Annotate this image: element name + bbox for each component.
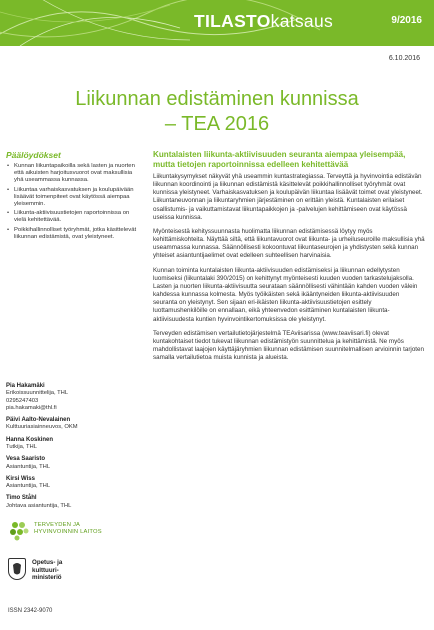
author-name: Vesa Saaristo (6, 456, 46, 463)
author-name: Timo Ståhl (6, 495, 37, 502)
publication-date: 6.10.2016 (388, 55, 420, 62)
publication-name (194, 11, 333, 32)
main-article (153, 150, 425, 368)
okm-logo (8, 556, 98, 584)
article-heading: Kuntalaisten liikunta-aktiivisuuden seuranta aiempaa yleisempää, mutta tietojen raportoinnissa edelleen kehitettävää (153, 150, 406, 169)
author-title: Kulttuuriasiainneuvos, OKM (6, 424, 78, 431)
author-entry (6, 476, 140, 491)
article-paragraph: Myönteisestä kehityssuunnasta huolimatta liikunnan edistämisessä löytyy myös kehittämiskohteita. Näyttää siltä, että liikuntavuorot ovat liikunta- ja urheiluseuroille maksullisia yhä useammassa kunnassa. Säännöllisesti kokoontuvat liikuntaseurojen ja yhdistysten sekä kunnan yhteiset asiantuntijaelimet ovat edelleen suhteellisen harvinaisia. (153, 227, 425, 260)
page-title (0, 87, 434, 137)
author-phone: 0295247403 (6, 397, 39, 404)
okm-logo-line-2: kulttuuri- (32, 566, 59, 574)
author-entry (6, 495, 140, 510)
issn-number: ISSN 2342-9070 (8, 608, 53, 614)
publication-name-rest: katsaus (270, 11, 334, 31)
okm-logo-line-3: ministeriö (32, 574, 62, 582)
author-list (6, 383, 140, 515)
finding-item: • Kunnan liikuntapaikoilla sekä lasten ja nuorten että aikuisten harjoitusvuorot ovat maksullisia yhä useammassa kunnassa. (6, 163, 140, 185)
okm-logo-line-1: Opetus- ja (32, 559, 63, 566)
article-paragraph: Terveyden edistämisen vertailutietojärjestelmä TEAviisarissa (www.teaviisari.fi) olevat kuntakohtaiset tiedot tukevat liikunnan edistämistyön suunnittelua ja kehittämistä. Ne myös mahdollistavat laajojen käyttäjäryhmien liikunnan edistämisen suunnitelmallisen arvioinnin tarjoten samalla vertailutietoa muista kunnista ja alueista. (153, 329, 424, 362)
okm-logo-text (32, 559, 62, 582)
finding-item: • Poikkihallinnolliset työryhmät, jotka käsittelevät liikunnan edistämistä, ovat yleistyneet. (6, 227, 140, 241)
title-line-2: – TEA 2016 (164, 113, 270, 135)
publication-header (0, 0, 434, 46)
thl-logo-line-2: HYVINVOINNIN LAITOS (34, 529, 102, 535)
author-entry (6, 417, 140, 432)
article-paragraph: Liikuntakysymykset näkyvät yhä useammin kuntastrategiassa. Terveyttä ja hyvinvointia edistävän liikunnan koordinointi ja liikunnan edistämistä käsittelevät poikkihallinnolliset työryhmät ovat kunnissa yleistyneet. Varhaiskasvatuksen ja koulupäivän liikuntaa lisäävät toimet ovat yleistyneet. Liikuntaneuvonnan ja liikuntaryhmien järjestäminen on erittäin yleistä. Kuntalaisten erilaiset osallistumis- ja vaikuttamistavat liikuntapaikkojen ja -palvelujen kehittämiseen ovat käytössä useissa kunnissa. (153, 173, 423, 221)
author-email[interactable]: pia.hakamaki@thl.fi (6, 404, 57, 411)
key-findings-panel (6, 150, 140, 243)
author-name: Pia Hakamäki (6, 383, 45, 389)
article-paragraph: Kunnan toiminta kuntalaisten liikunta-aktiivisuuden edistämiseksi ja liikunnan edellytysten luomiseksi (liikuntalaki 390/2015) on kehittynyt myönteisesti kuuden vuoden tarkastelujaksolla. Lasten ja nuorten liikunta-aktiivisuutta seurataan säännöllisesti vähintään kahden vuoden välein kahdessa kunnassa kolmesta. Myös työikäisten sekä ikääntyneiden liikunta-aktiivisuuden seuranta on yleistynyt. Sen sijaan eri-ikäisten liikunta-aktiivisuustietojen esittely luottamushenkilöille on ennallaan, eikä yhteenvedon esittäminen kuntalaisten liikunta-aktiivisuudesta kuntien hyvinvointikertomuksissa ole yleistynyt. (153, 266, 418, 323)
finding-item: • Liikuntaa varhaiskasvatuksen ja koulupäivään lisäävät toimenpiteet ovat käytössä aiempaa yleisemmin. (6, 187, 140, 209)
thl-logo (8, 519, 148, 541)
finding-item: • Liikunta-aktiivisuustietojen raportoinnissa on vielä kehitettävää. (6, 210, 140, 224)
author-entry (6, 456, 140, 471)
author-entry (6, 383, 140, 412)
thl-emblem-icon (8, 519, 30, 541)
title-line-1: Liikunnan edistäminen kunnissa (75, 88, 359, 110)
author-name: Kirsi Wiss (6, 475, 35, 482)
publication-name-bold: TILASTO (194, 11, 271, 31)
author-title: Erikoissuunnittelija, THL (6, 390, 69, 397)
author-name: Hanna Koskinen (6, 436, 54, 443)
author-title: Asiantuntija, THL (6, 483, 51, 490)
author-name: Päivi Aalto-Nevalainen (6, 417, 71, 424)
issue-number: 9/2016 (391, 15, 422, 26)
key-findings-list (6, 163, 140, 241)
okm-crest-icon (8, 558, 26, 580)
lion-crest-icon (9, 559, 25, 579)
thl-logo-text (34, 522, 102, 536)
author-title: Johtava asiantuntija, THL (6, 502, 72, 509)
author-title: Tutkija, THL (6, 444, 37, 451)
author-title: Asiantuntija, THL (6, 463, 51, 470)
author-entry (6, 437, 140, 452)
key-findings-heading: Päälöydökset (6, 150, 61, 160)
thl-logo-line-1: TERVEYDEN JA (34, 522, 81, 528)
